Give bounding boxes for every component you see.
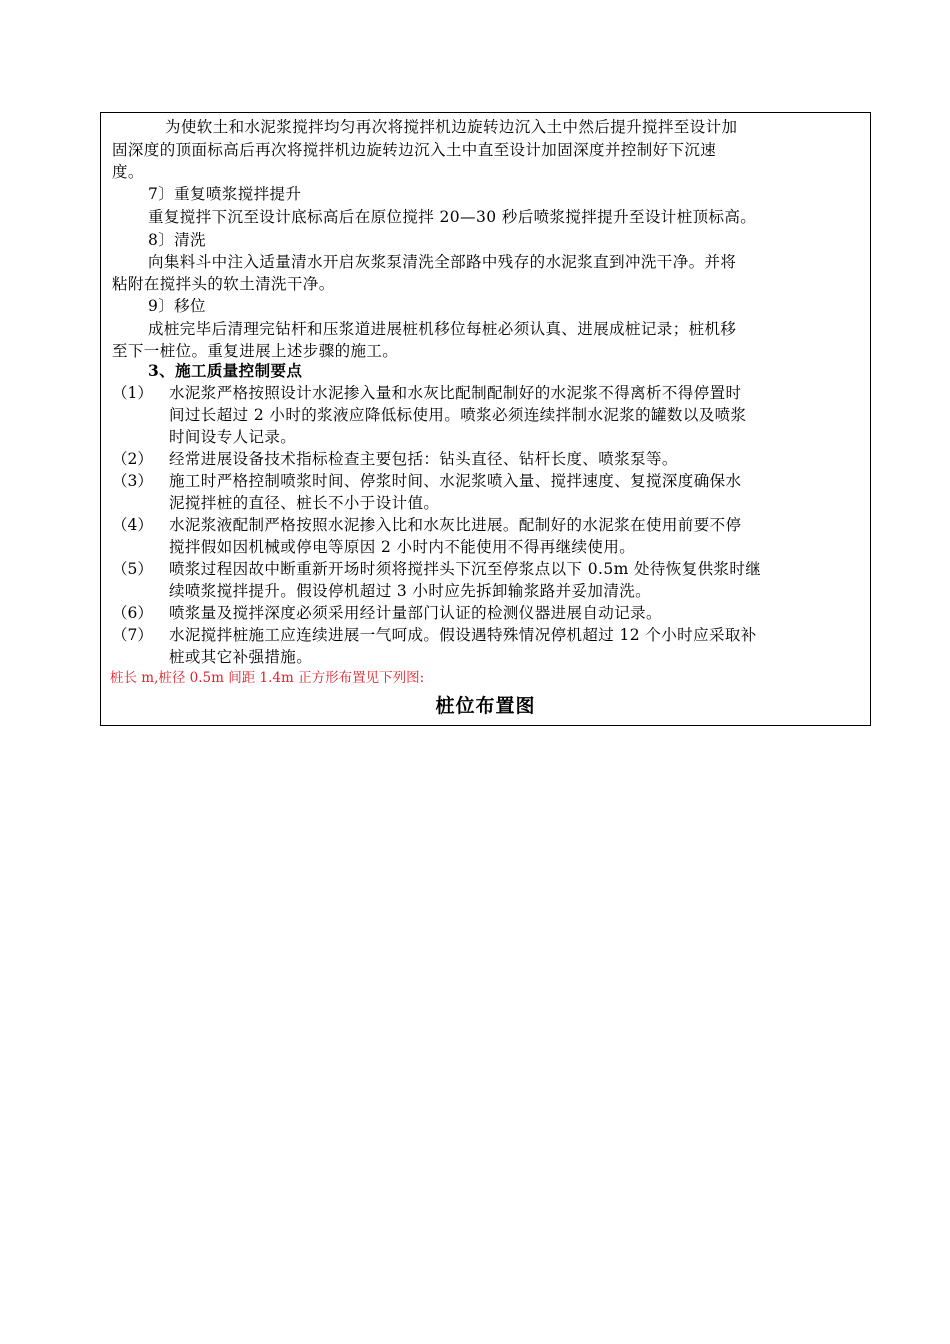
item6-line-1: 喷浆量及搅拌深度必须采用经计量部门认证的检测仪器进展自动记录。 [169,604,662,622]
step8-body-line-1: 向集料斗中注入适量清水开启灰浆泵清洗全部路中残存的水泥浆直到冲洗干净。并将 [148,253,737,271]
intro-line-1: 为使软土和水泥浆搅拌均匀再次将搅拌机边旋转边沉入土中然后提升搅拌至设计加 [165,118,738,136]
item7-line-2: 桩或其它补强措施。 [169,648,313,666]
item1-number: （1） [112,384,153,402]
step8-heading: 8〕清洗 [148,231,206,249]
item6-number: （6） [112,604,153,622]
pile-spec-note: 桩长 m,桩径 0.5m 间距 1.4m 正方形布置见下列图: [110,670,425,686]
item7-line-1: 水泥搅拌桩施工应连续进展一气呵成。假设遇特殊情况停机超过 12 个小时应采取补 [169,626,757,644]
item3-number: （3） [112,472,153,490]
item1-line-3: 时间设专人记录。 [169,428,297,446]
step9-body-line-2: 至下一桩位。重复进展上述步骤的施工。 [112,342,399,360]
item2-line-1: 经常进展设备技术指标检查主要包括：钻头直径、钻杆长度、喷浆泵等。 [169,450,678,468]
step8-body-line-2: 粘附在搅拌头的软土清洗干净。 [112,275,335,293]
item5-line-1: 喷浆过程因故中断重新开场时须将搅拌头下沉至停浆点以下 0.5m 处待恢复供浆时继 [169,560,762,578]
item4-line-1: 水泥浆液配制严格按照水泥掺入比和水灰比进展。配制好的水泥浆在使用前要不停 [169,516,742,534]
item4-number: （4） [112,516,153,534]
item4-line-2: 搅拌假如因机械或停电等原因 2 小时内不能使用不得再继续使用。 [169,538,636,556]
step7-body-line-1: 重复搅拌下沉至设计底标高后在原位搅拌 20—30 秒后喷浆搅拌提升至设计桩顶标高。 [148,208,757,226]
item3-line-2: 泥搅拌桩的直径、桩长不小于设计值。 [169,494,440,512]
item5-line-2: 续喷浆搅拌提升。假设停机超过 3 小时应先拆卸输浆路并妥加清洗。 [169,582,652,600]
item7-number: （7） [112,626,153,644]
item1-line-2: 间过长超过 2 小时的浆液应降低标使用。喷浆必须连续拌制水泥浆的罐数以及喷浆 [169,406,747,424]
item2-number: （2） [112,450,153,468]
step9-body-line-1: 成桩完毕后清理完钻杆和压浆道进展桩机移位每桩必须认真、进展成桩记录；桩机移 [148,320,737,338]
item1-line-1: 水泥浆严格按照设计水泥掺入量和水灰比配制配制好的水泥浆不得离析不得停置时 [169,384,742,402]
step9-heading: 9〕移位 [148,297,206,315]
item3-line-1: 施工时严格控制喷浆时间、停浆时间、水泥浆喷入量、搅拌速度、复搅深度确保水 [169,472,742,490]
content-table-cell [100,112,871,726]
section3-heading: 3、施工质量控制要点 [148,361,303,380]
item5-number: （5） [112,560,153,578]
figure-title: 桩位布置图 [435,695,536,717]
intro-line-2: 固深度的顶面标高后再次将搅拌机边旋转边沉入土中直至设计加固深度并控制好下沉速 [112,141,717,159]
intro-line-3: 度。 [112,163,144,181]
step7-heading: 7〕重复喷浆搅拌提升 [148,185,302,203]
